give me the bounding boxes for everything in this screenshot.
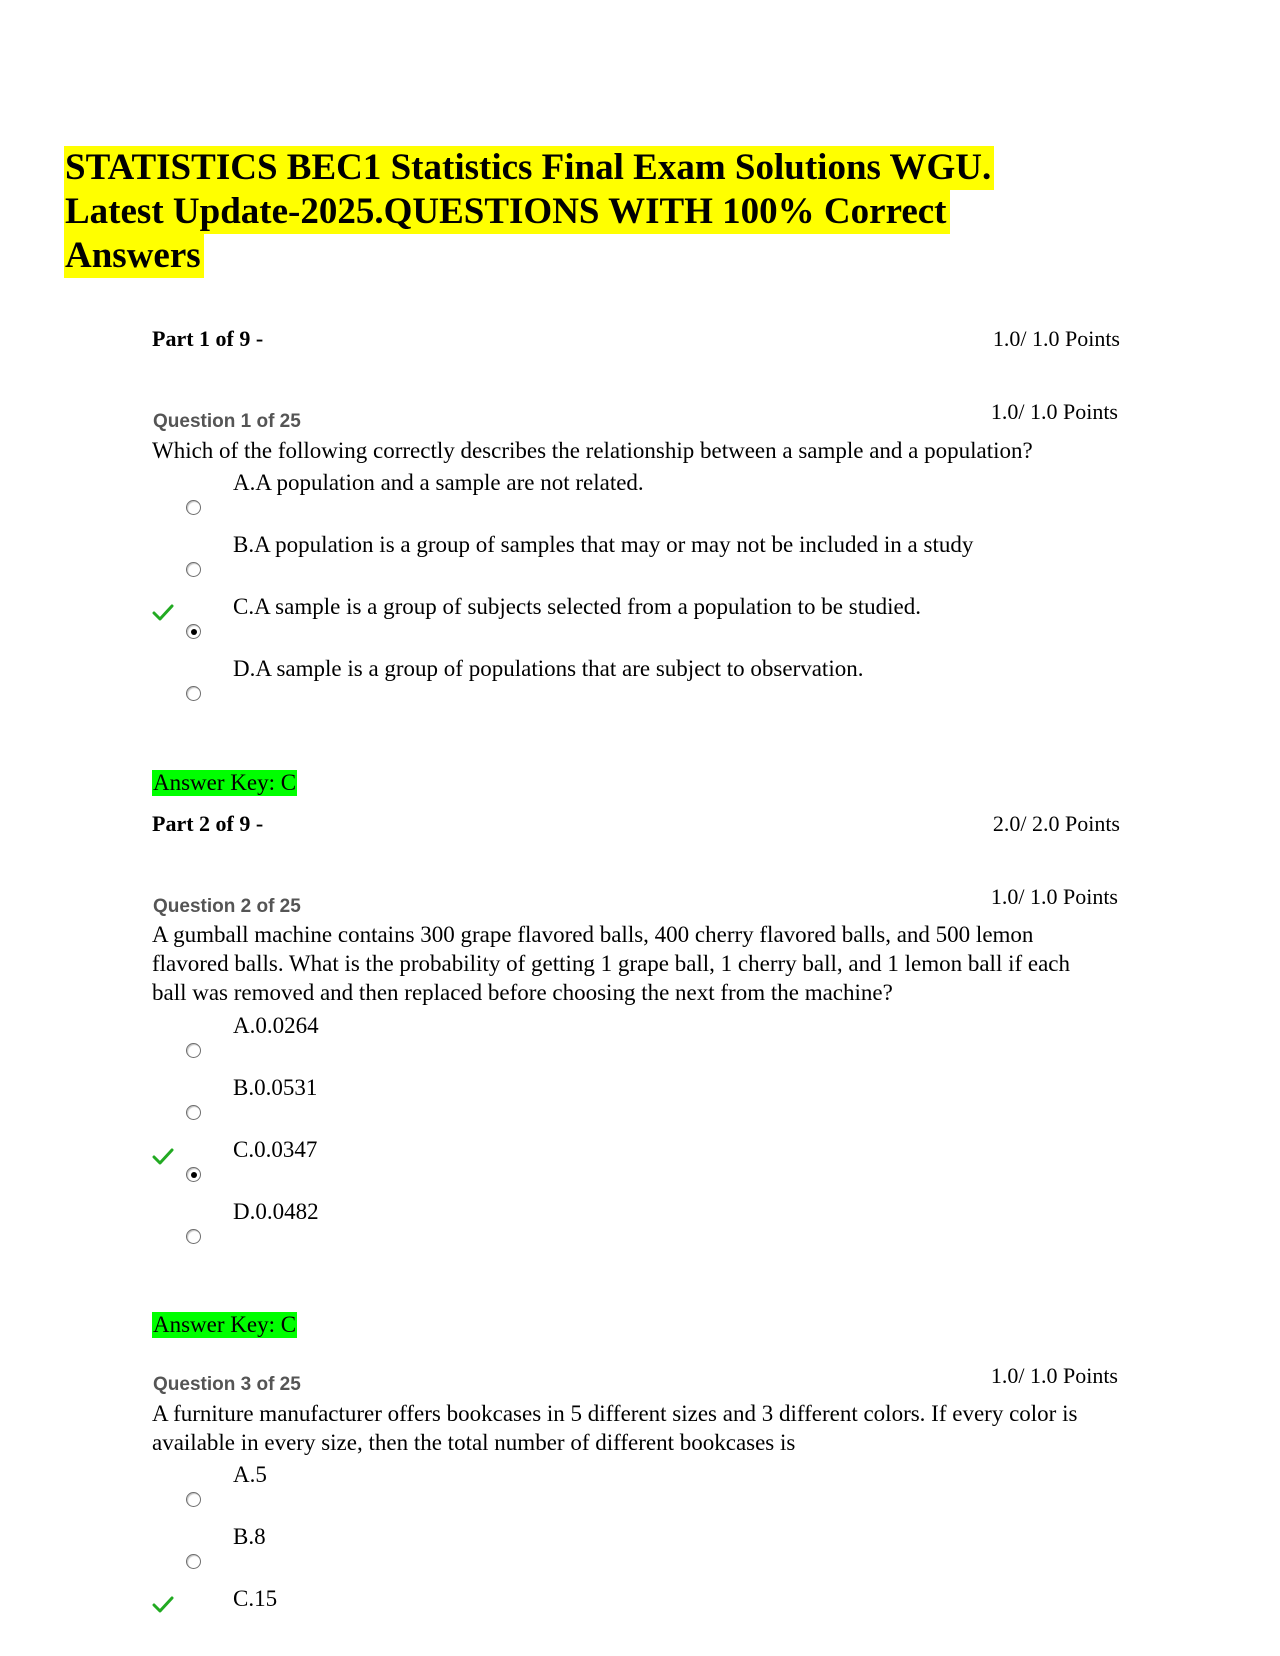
question-2-option-b-label: B.0.0531 <box>233 1075 318 1100</box>
correct-check-icon <box>152 604 174 627</box>
part-1-label: Part 1 of 9 - <box>152 326 264 351</box>
part-2-label: Part 2 of 9 - <box>152 811 264 836</box>
question-3-option-b-radio[interactable] <box>186 1554 201 1569</box>
question-3-number: Question 3 of 25 <box>153 1374 301 1395</box>
question-3-text: A furniture manufacturer offers bookcases in 5 different sizes and 3 different colors. If every color is available in every size, then the total number of different bookcases is <box>152 1401 1078 1455</box>
question-1-option-d-label: D.A sample is a group of populations that are subject to observation. <box>233 656 864 681</box>
part-2-points: 2.0/ 2.0 Points <box>992 811 1120 836</box>
question-2-option-b-radio[interactable] <box>186 1105 201 1120</box>
correct-check-icon <box>152 1148 174 1171</box>
question-1-number: Question 1 of 25 <box>153 411 301 432</box>
question-2-points: 1.0/ 1.0 Points <box>990 884 1118 909</box>
question-1-answer-key: Answer Key: C <box>153 770 297 795</box>
question-3-option-a-radio[interactable] <box>186 1492 201 1507</box>
question-1-option-b-radio[interactable] <box>186 562 201 577</box>
question-3-points: 1.0/ 1.0 Points <box>990 1363 1118 1388</box>
question-2-text: A gumball machine contains 300 grape flavored balls, 400 cherry flavored balls, and 500 lemon flavored balls. What is the probability of getting 1 grape ball, 1 cherry ball, and 1 lemon ball if each ball was removed and then replaced before choosing the next from the machine? <box>152 922 1071 1005</box>
question-2-number: Question 2 of 25 <box>153 896 301 917</box>
document-title-line-3: Answers <box>64 234 204 278</box>
document-title-line-1: STATISTICS BEC1 Statistics Final Exam Solutions WGU. <box>64 146 994 190</box>
question-1-text: Which of the following correctly describes the relationship between a sample and a population? <box>152 438 1033 463</box>
question-2-option-a-label: A.0.0264 <box>233 1013 319 1038</box>
question-2-option-d-radio[interactable] <box>186 1229 201 1244</box>
document-title-line-2: Latest Update-2025.QUESTIONS WITH 100% Correct <box>64 190 950 234</box>
question-3-option-a-label: A.5 <box>233 1462 267 1487</box>
question-2-option-c-radio-selected[interactable] <box>186 1167 201 1182</box>
radio-selected-dot <box>191 1172 197 1178</box>
question-2-option-c-label: C.0.0347 <box>233 1137 318 1162</box>
question-3-option-c-label: C.15 <box>233 1586 278 1611</box>
radio-selected-dot <box>191 629 197 635</box>
question-2-answer-key: Answer Key: C <box>153 1312 297 1337</box>
correct-check-icon <box>152 1596 174 1619</box>
question-1-option-c-label: C.A sample is a group of subjects selected from a population to be studied. <box>233 594 921 619</box>
question-2-option-a-radio[interactable] <box>186 1043 201 1058</box>
question-1-option-c-radio-selected[interactable] <box>186 624 201 639</box>
part-1-points: 1.0/ 1.0 Points <box>992 326 1120 351</box>
question-1-option-b-label: B.A population is a group of samples that may or may not be included in a study <box>233 532 974 557</box>
question-1-option-a-label: A.A population and a sample are not related. <box>233 470 644 495</box>
question-2-option-d-label: D.0.0482 <box>233 1199 319 1224</box>
question-1-option-d-radio[interactable] <box>186 686 201 701</box>
question-3-option-b-label: B.8 <box>233 1524 266 1549</box>
question-1-points: 1.0/ 1.0 Points <box>990 399 1118 424</box>
question-1-option-a-radio[interactable] <box>186 500 201 515</box>
